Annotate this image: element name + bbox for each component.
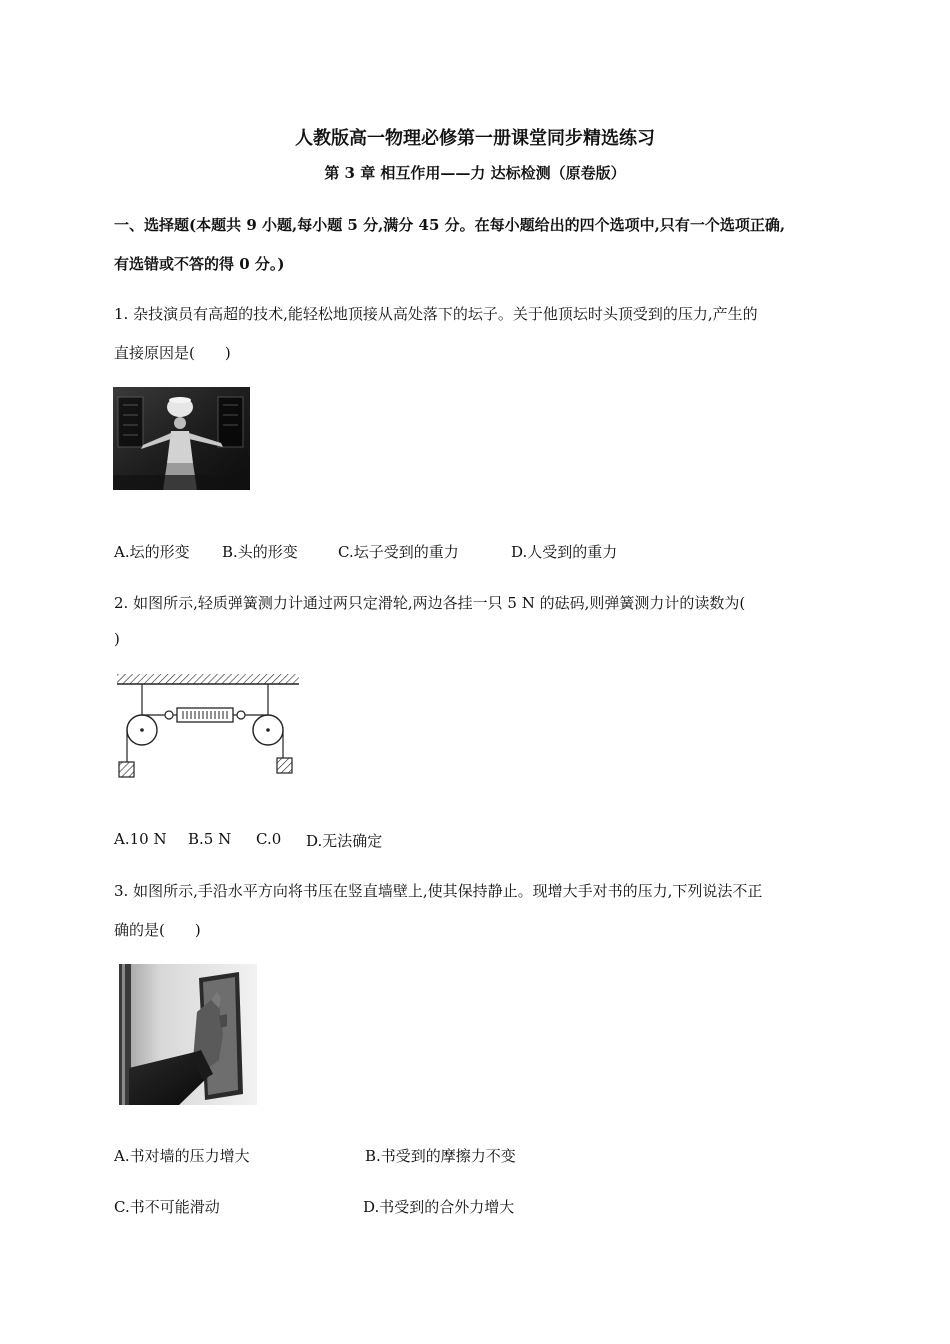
hand-book-wall-photo	[119, 964, 257, 1105]
acrobat-photo	[113, 387, 250, 490]
question-3-text-line2: 确的是( )	[114, 921, 201, 939]
question-2-option-d: D.无法确定	[306, 832, 383, 850]
question-1-text-line2: 直接原因是( )	[114, 344, 231, 362]
section-heading-line1: 一、选择题(本题共 9 小题,每小题 5 分,满分 45 分。在每小题给出的四个选项中,只有一个选项正确,	[114, 216, 786, 234]
question-3-text-line1: 3. 如图所示,手沿水平方向将书压在竖直墙壁上,使其保持静止。现增大手对书的压力,下列说法不正	[114, 882, 763, 900]
question-3-option-b: B.书受到的摩擦力不变	[365, 1147, 516, 1165]
pulley-spring-diagram	[113, 672, 303, 784]
document-title: 人教版高一物理必修第一册课堂同步精选练习	[295, 128, 655, 149]
question-2-text-line1: 2. 如图所示,轻质弹簧测力计通过两只定滑轮,两边各挂一只 5 N 的砝码,则弹簧测力计的读数为(	[114, 594, 746, 612]
question-2-option-c: C.0	[256, 830, 282, 848]
question-1-option-c: C.坛子受到的重力	[338, 543, 459, 561]
question-1-option-b: B.头的形变	[222, 543, 298, 561]
question-2-text-line2: )	[114, 630, 120, 648]
question-3-option-d: D.书受到的合外力增大	[363, 1198, 515, 1216]
question-3-option-c: C.书不可能滑动	[114, 1198, 220, 1216]
document-subtitle: 第 3 章 相互作用——力 达标检测（原卷版）	[324, 164, 626, 182]
question-2-option-b: B.5 N	[188, 830, 232, 848]
question-1-option-a: A.坛的形变	[114, 543, 190, 561]
question-3-option-a: A.书对墙的压力增大	[114, 1147, 250, 1165]
question-1-option-d: D.人受到的重力	[511, 543, 618, 561]
section-heading-line2: 有选错或不答的得 0 分。)	[114, 255, 285, 273]
question-2-option-a: A.10 N	[114, 830, 167, 848]
question-1-text-line1: 1. 杂技演员有高超的技术,能轻松地顶接从高处落下的坛子。关于他顶坛时头顶受到的压力,产生的	[114, 305, 758, 323]
